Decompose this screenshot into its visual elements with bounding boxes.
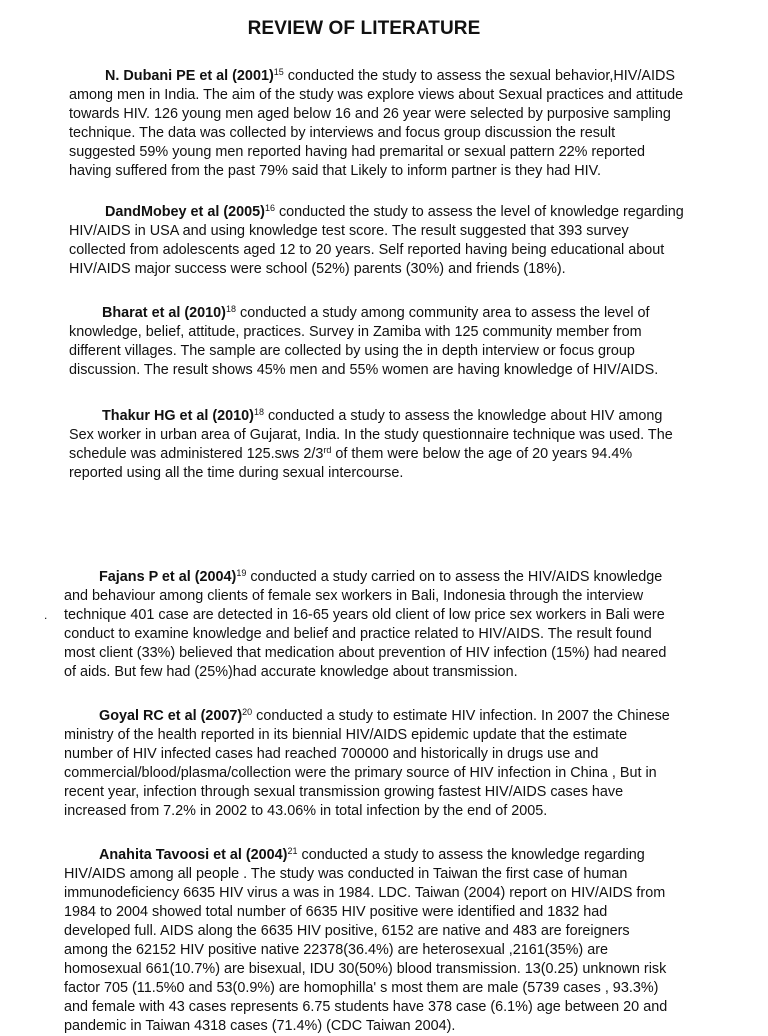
literature-paragraph-goyal — [64, 707, 674, 821]
author-citation: Bharat et al (2010) — [102, 305, 226, 321]
paragraph-text: conducted the study to assess the sexual behavior,HIV/AIDS among men in India. The aim of the study was explore views about Sexual practices and attitude towards HIV. 126 young men aged below 16 and 26 year were selected by purposive sampling technique. The data was collected by interviews and focus group discussion the result suggested 59% young men reported having had premarital or sexual pattern 22% reported having suffered from the past 79% said that Likely to inform partner is they had HIV. — [69, 68, 684, 179]
author-citation: Anahita Tavoosi et al (2004) — [99, 847, 288, 863]
literature-paragraph-fajans — [64, 568, 674, 682]
paragraph-text: conducted a study to assess the knowledge about HIV among Sex worker in urban area of Gujarat, India. In the study questionnaire technique was used. The schedule was administered 125.sws 2/3 — [69, 408, 673, 462]
reference-number: 19 — [236, 568, 247, 578]
paragraph-text: conducted the study to assess the level of knowledge regarding HIV/AIDS in USA and using knowledge test score. The result suggested that 393 survey collected from adolescents aged 12 to 20 years. Self reported having being educational about HIV/AIDS major success were school (52%) parents (30%) and friends (18%). — [69, 204, 684, 277]
paragraph-text: conducted a study among community area to assess the level of knowledge, belief, attitude, practices. Survey in Zamiba with 125 community member from different villages. The sample are collected by using the in depth interview or focus group discussion. The result shows 45% men and 55% women are having knowledge of HIV/AIDS. — [69, 305, 659, 378]
stray-mark: . — [44, 608, 48, 622]
literature-paragraph-thakur — [69, 407, 685, 483]
paragraph-text: conducted a study to estimate HIV infection. In 2007 the Chinese ministry of the health reported in its biennial HIV/AIDS epidemic update that the estimate number of HIV infected cases had reached 700000 and historically in drugs use and commercial/blood/plasma/collection were the primary source of HIV infection in China , But in recent year, infection through sexual transmission growing fastest HIV/AIDS cases have increased from 7.2% in 2002 to 43.06% in total infection by the end of 2005. — [64, 708, 670, 819]
paragraph-text: of them were below the age of 20 years 94.4% reported using all the time during sexual intercourse. — [69, 446, 633, 481]
reference-number: 18 — [253, 407, 264, 417]
author-citation: N. Dubani PE et al (2001) — [105, 68, 274, 84]
literature-paragraph-bharat — [69, 304, 685, 380]
reference-number: 15 — [273, 67, 284, 77]
ordinal-suffix: rd — [323, 445, 332, 455]
literature-paragraph-tavoosi — [64, 846, 674, 1036]
literature-paragraph-dandmobey — [69, 203, 685, 279]
reference-number: 16 — [264, 203, 275, 213]
paragraph-text: conducted a study to assess the knowledge regarding HIV/AIDS among all people . The study was conducted in Taiwan the first case of human immunodeficiency 6635 HIV virus a was in 1984. LDC. Taiwan (2004) report on HIV/AIDS from 1984 to 2004 showed total number of 6635 HIV positive were identified and 1832 had developed full. AIDS along the 6635 HIV positive, 6152 are native and 483 are foreigners among the 62152 HIV positive native 22378(36.4%) are heterosexual ,2161(35%) are homosexual 661(10.7%) are bisexual, IDU 30(50%) blood transmission. 13(0.25) unknown risk factor 705 (11.5%0 and 53(0.9%) are homophilla' s most them are male (5739 cases , 93.3%) and female with 43 cases represents 6.75 students have 378 case (6.1%) age between 20 and pandemic in Taiwan 4318 cases (71.4%) (CDC Taiwan 2004). — [64, 847, 668, 1034]
paragraph-text: conducted a study carried on to assess the HIV/AIDS knowledge and behaviour among clients of female sex workers in Bali, Indonesia through the interview technique 401 case are detected in 16-65 years old client of low price sex workers in Bali were conduct to examine knowledge and belief and practice related to HIV/AIDS. The result found most client (33%) believed that medication about prevention of HIV infection (15%) had neared of aids. But few had (25%)had accurate knowledge about transmission. — [64, 569, 667, 680]
author-citation: Thakur HG et al (2010) — [102, 408, 254, 424]
author-citation: DandMobey et al (2005) — [105, 204, 265, 220]
reference-number: 21 — [287, 846, 298, 856]
page-title: REVIEW OF LITERATURE — [247, 18, 481, 39]
reference-number: 20 — [242, 707, 253, 717]
author-citation: Goyal RC et al (2007) — [99, 708, 243, 724]
reference-number: 18 — [225, 304, 236, 314]
literature-paragraph-dubani — [69, 67, 685, 181]
author-citation: Fajans P et al (2004) — [99, 569, 237, 585]
